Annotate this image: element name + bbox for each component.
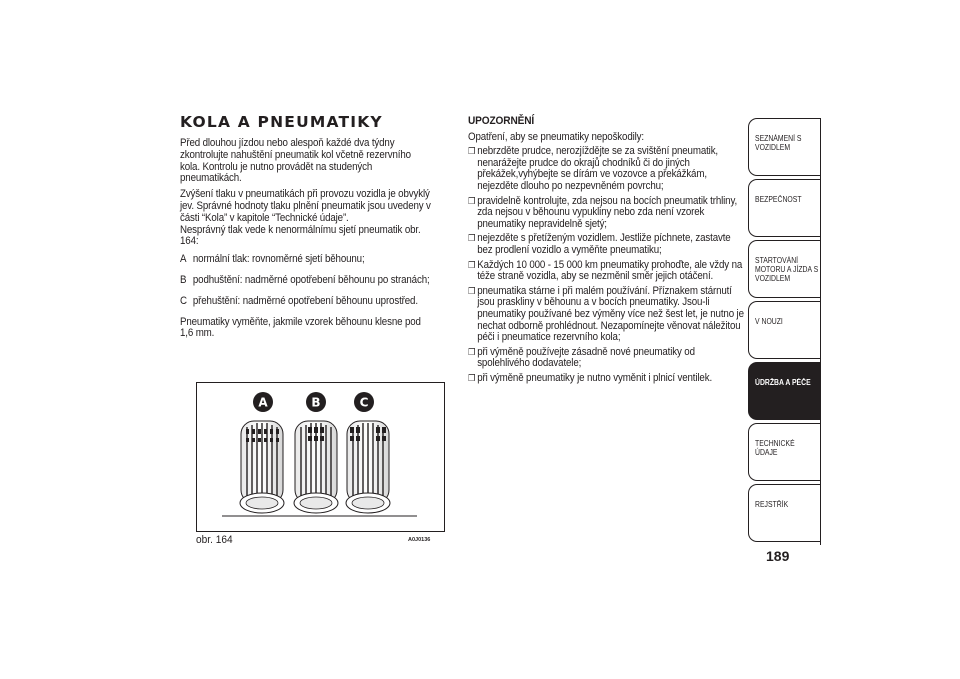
list-item	[468, 286, 744, 344]
list-item-text: nebrzděte prudce, nerozjíždějte se za svištění pneumatik, nenarážejte prudce do okrajů chodníků či do jiných překážek,vyhýbejte se dírám ve vozovce a překážkám, nejezděte dlouho po nezpevněném povrchu;	[477, 145, 719, 192]
tab-starting-driving[interactable]	[748, 240, 820, 298]
list-item-text: při výměně pneumatiky je nutno vyměnit i plnicí ventilek.	[477, 371, 713, 384]
list-item-text: přehuštění: nadměrné opotřebení běhounu uprostřed.	[192, 294, 418, 307]
checkbox-bullet-icon: ❒	[468, 259, 476, 270]
tire-b-graphic	[294, 421, 338, 513]
list-item	[468, 233, 744, 256]
list-item-text: normální tlak: rovnoměrné sjetí běhounu;	[192, 253, 365, 266]
list-item-text: podhuštění: nadměrné opotřebení běhounu po stranách;	[192, 273, 430, 286]
checkbox-bullet-icon: ❒	[468, 195, 476, 206]
list-item	[468, 260, 744, 283]
wear-pattern-list	[180, 254, 433, 307]
list-item	[180, 254, 433, 266]
tab-maintenance[interactable]	[748, 362, 820, 420]
tab-emergency[interactable]	[748, 301, 820, 359]
figure-caption: obr. 164	[196, 534, 233, 546]
list-item	[468, 373, 744, 385]
checkbox-bullet-icon: ❒	[468, 372, 476, 383]
list-item	[468, 146, 744, 192]
checkbox-bullet-icon: ❒	[468, 146, 476, 157]
wrong-pressure-paragraph: Nesprávný tlak vede k nenormálnímu sjetí pneumatik obr. 164:	[180, 223, 421, 248]
label-a-badge	[253, 392, 273, 412]
list-item-text: pneumatika stárne i při malém používání. Příznakem stárnutí jsou praskliny v běhounu a v bocích pneumatiky. Jsou-li pneumatiky používané bez výměny více než šest let, je nutno je nechat odborně prohlédnout. Nezapomínejte věnovat náležitou péči i pneumatice rezervního kola;	[477, 284, 744, 344]
tab-label: REJSTŘÍK	[755, 500, 789, 509]
list-item	[180, 275, 433, 287]
label-b-text: B	[311, 395, 321, 410]
pressure-paragraph: Zvýšení tlaku v pneumatikách při provozu vozidla je obvyklý jev. Správné hodnoty tlaku plnění pneumatik jsou uvedeny v části “Kola” v kapitole “Technické údaje”.	[180, 188, 431, 224]
intro-text-column	[180, 138, 433, 344]
list-item-text: Každých 10 000 - 15 000 km pneumatiky prohoďte, ale vždy na téže straně vozidla, aby se nezměnil směr jejich otáčení.	[477, 258, 743, 283]
replace-tire-paragraph: Pneumatiky vyměňte, jakmile vzorek běhounu klesne pod 1,6 mm.	[180, 315, 421, 340]
tire-a-graphic	[240, 421, 284, 513]
tab-label: STARTOVÁNÍ MOTORU A JÍZDA S VOZIDLEM	[755, 256, 819, 283]
tire-wear-figure	[196, 382, 445, 532]
label-a-text: A	[258, 395, 268, 410]
tab-getting-to-know[interactable]	[748, 118, 820, 176]
intro-paragraph: Před dlouhou jízdou nebo alespoň každé dva týdny zkontrolujte nahuštění pneumatik kol včetně rezervního kola. Kontrolu je nutno provádět na studených pneumatikách.	[180, 137, 411, 185]
tab-index[interactable]	[748, 484, 820, 542]
tab-safety[interactable]	[748, 179, 820, 237]
warning-column	[468, 116, 744, 387]
list-item-text: nejezděte s přetíženým vozidlem. Jestliže píchnete, zastavte bez prodlení vozidlo a vyměňte pneumatiku;	[477, 232, 731, 256]
warning-title: UPOZORNĚNÍ	[468, 115, 535, 127]
label-b-badge	[306, 392, 326, 412]
tab-label: SEZNÁMENÍ S VOZIDLEM	[755, 134, 802, 152]
tab-label: V NOUZI	[755, 317, 783, 326]
figure-code: A0J0136	[408, 537, 431, 543]
warning-intro: Opatření, aby se pneumatiky nepoškodily:	[468, 130, 644, 143]
tab-label: BEZPEČNOST	[755, 195, 802, 204]
label-c-text: C	[359, 395, 369, 410]
label-c-badge	[354, 392, 374, 412]
page-number: 189	[766, 548, 790, 564]
tab-label: ÚDRŽBA A PÉČE	[755, 378, 811, 387]
warning-list	[468, 146, 744, 384]
list-item-key: C	[180, 294, 187, 307]
list-item	[180, 296, 433, 308]
tire-c-graphic	[346, 421, 390, 513]
list-item-key: B	[180, 273, 187, 286]
tab-technical-data[interactable]	[748, 423, 820, 481]
list-item-key: A	[180, 253, 187, 266]
checkbox-bullet-icon: ❒	[468, 285, 476, 296]
list-item-text: pravidelně kontrolujte, zda nejsou na bocích pneumatik trhliny, zda nejsou v běhounu vypukliny nebo zda není vzorek pneumatiky nepravidelně sjetý;	[477, 194, 738, 230]
section-title: KOLA A PNEUMATIKY	[180, 113, 383, 131]
chapter-tabs	[748, 118, 821, 545]
tab-label: TECHNICKÉ ÚDAJE	[755, 439, 795, 457]
tire-wear-illustration	[197, 383, 446, 533]
list-item-text: při výměně používejte zásadně nové pneumatiky od spolehlivého dodavatele;	[477, 345, 695, 370]
checkbox-bullet-icon: ❒	[468, 346, 476, 357]
checkbox-bullet-icon: ❒	[468, 233, 476, 244]
list-item	[468, 196, 744, 231]
list-item	[468, 347, 744, 370]
